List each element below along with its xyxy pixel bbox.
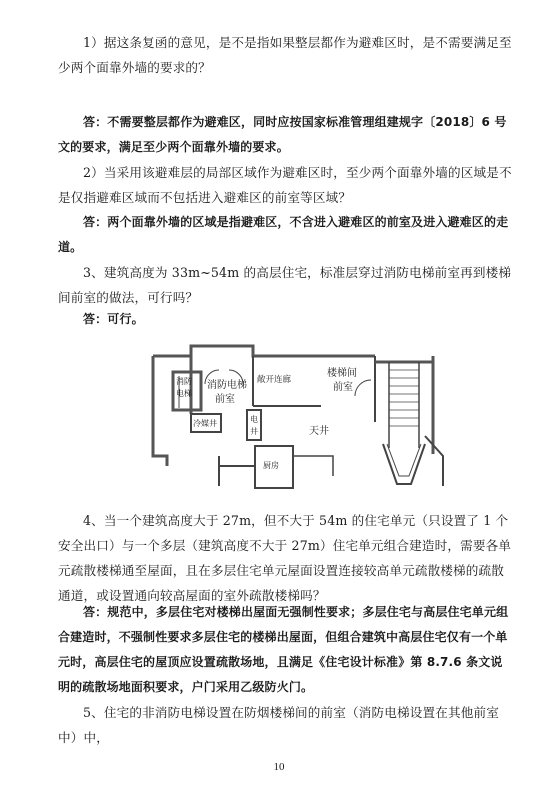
floor-plan-figure [143, 336, 459, 494]
question-5: 5、住宅的非消防电梯设置在防烟楼梯间的前室（消防电梯设置在其他前室中）中， [58, 705, 499, 745]
duct-label: 冷媒井 [193, 419, 217, 428]
answer-1-part-2: 答：两个面靠外墙的区域是指避难区，不含进入避难区的前室及进入避难区的走道。 [58, 215, 509, 254]
answer-1-part-1: 答：不需要整层都作为避难区，同时应按国家标准管理组建规字〔2018〕6 号文的要求，满足至少两个面靠外墙的要求。 [58, 115, 507, 154]
stair-lobby-label-line1: 楼梯间 [327, 368, 357, 379]
page-number: 10 [273, 761, 285, 773]
answer-3: 答：可行。 [83, 312, 144, 326]
question-4: 4、当一个建筑高度大于 27m，但不大于 54m 的住宅单元（只设置了 1 个安全出口）与一个多层（建筑高度不大于 27m）住宅单元组合建造时，需要各单元疏散楼梯通至屋面，且在多层住宅单元屋面设置连接较高单元疏散楼梯的疏散通道，或设置通向较高屋面的室外疏散楼梯吗？ [58, 513, 512, 603]
kitchen-label: 厨房 [263, 461, 279, 470]
question-1-part-2: 2）当采用该避难层的局部区域作为避难区时，至少两个面靠外墙的区域是不是仅指避难区域而不包括进入避难区的前室等区域？ [58, 165, 512, 205]
fire-elevator-lobby-label-line2: 前室 [215, 394, 235, 405]
question-1-part-1: 1）据这条复函的意见，是不是指如果整层都作为避难区时，是不需要满足至少两个面靠外墙的要求的？ [58, 35, 512, 75]
question-3: 3、建筑高度为 33m~54m 的高层住宅，标准层穿过消防电梯前室再到楼梯间前室的做法，可行吗？ [58, 265, 512, 305]
stair-lobby-label-line2: 前室 [333, 382, 353, 393]
answer-4: 答：规范中，多层住宅对楼梯出屋面无强制性要求；多层住宅与高层住宅单元组合建造时，不强制性要求多层住宅的楼梯出屋面，但组合建筑中高层住宅仅有一个单元时，高层住宅的屋顶应设置疏散场地，且满足《住宅设计标准》第 8.7.6 条文说明的疏散场地面积要求，户门采用乙级防火门。 [58, 605, 509, 694]
elec-shaft-label-line1: 电 [250, 415, 258, 424]
fire-elevator-lobby-label-line1: 消防电梯 [207, 380, 247, 391]
fire-elevator-label-line1: 消防 [176, 377, 192, 386]
fire-elevator-label-line2: 电梯 [176, 389, 192, 398]
shaft-label: 天井 [309, 426, 329, 437]
elec-shaft-label-line2: 井 [250, 427, 258, 436]
corridor-label: 敞开连廊 [257, 375, 292, 385]
